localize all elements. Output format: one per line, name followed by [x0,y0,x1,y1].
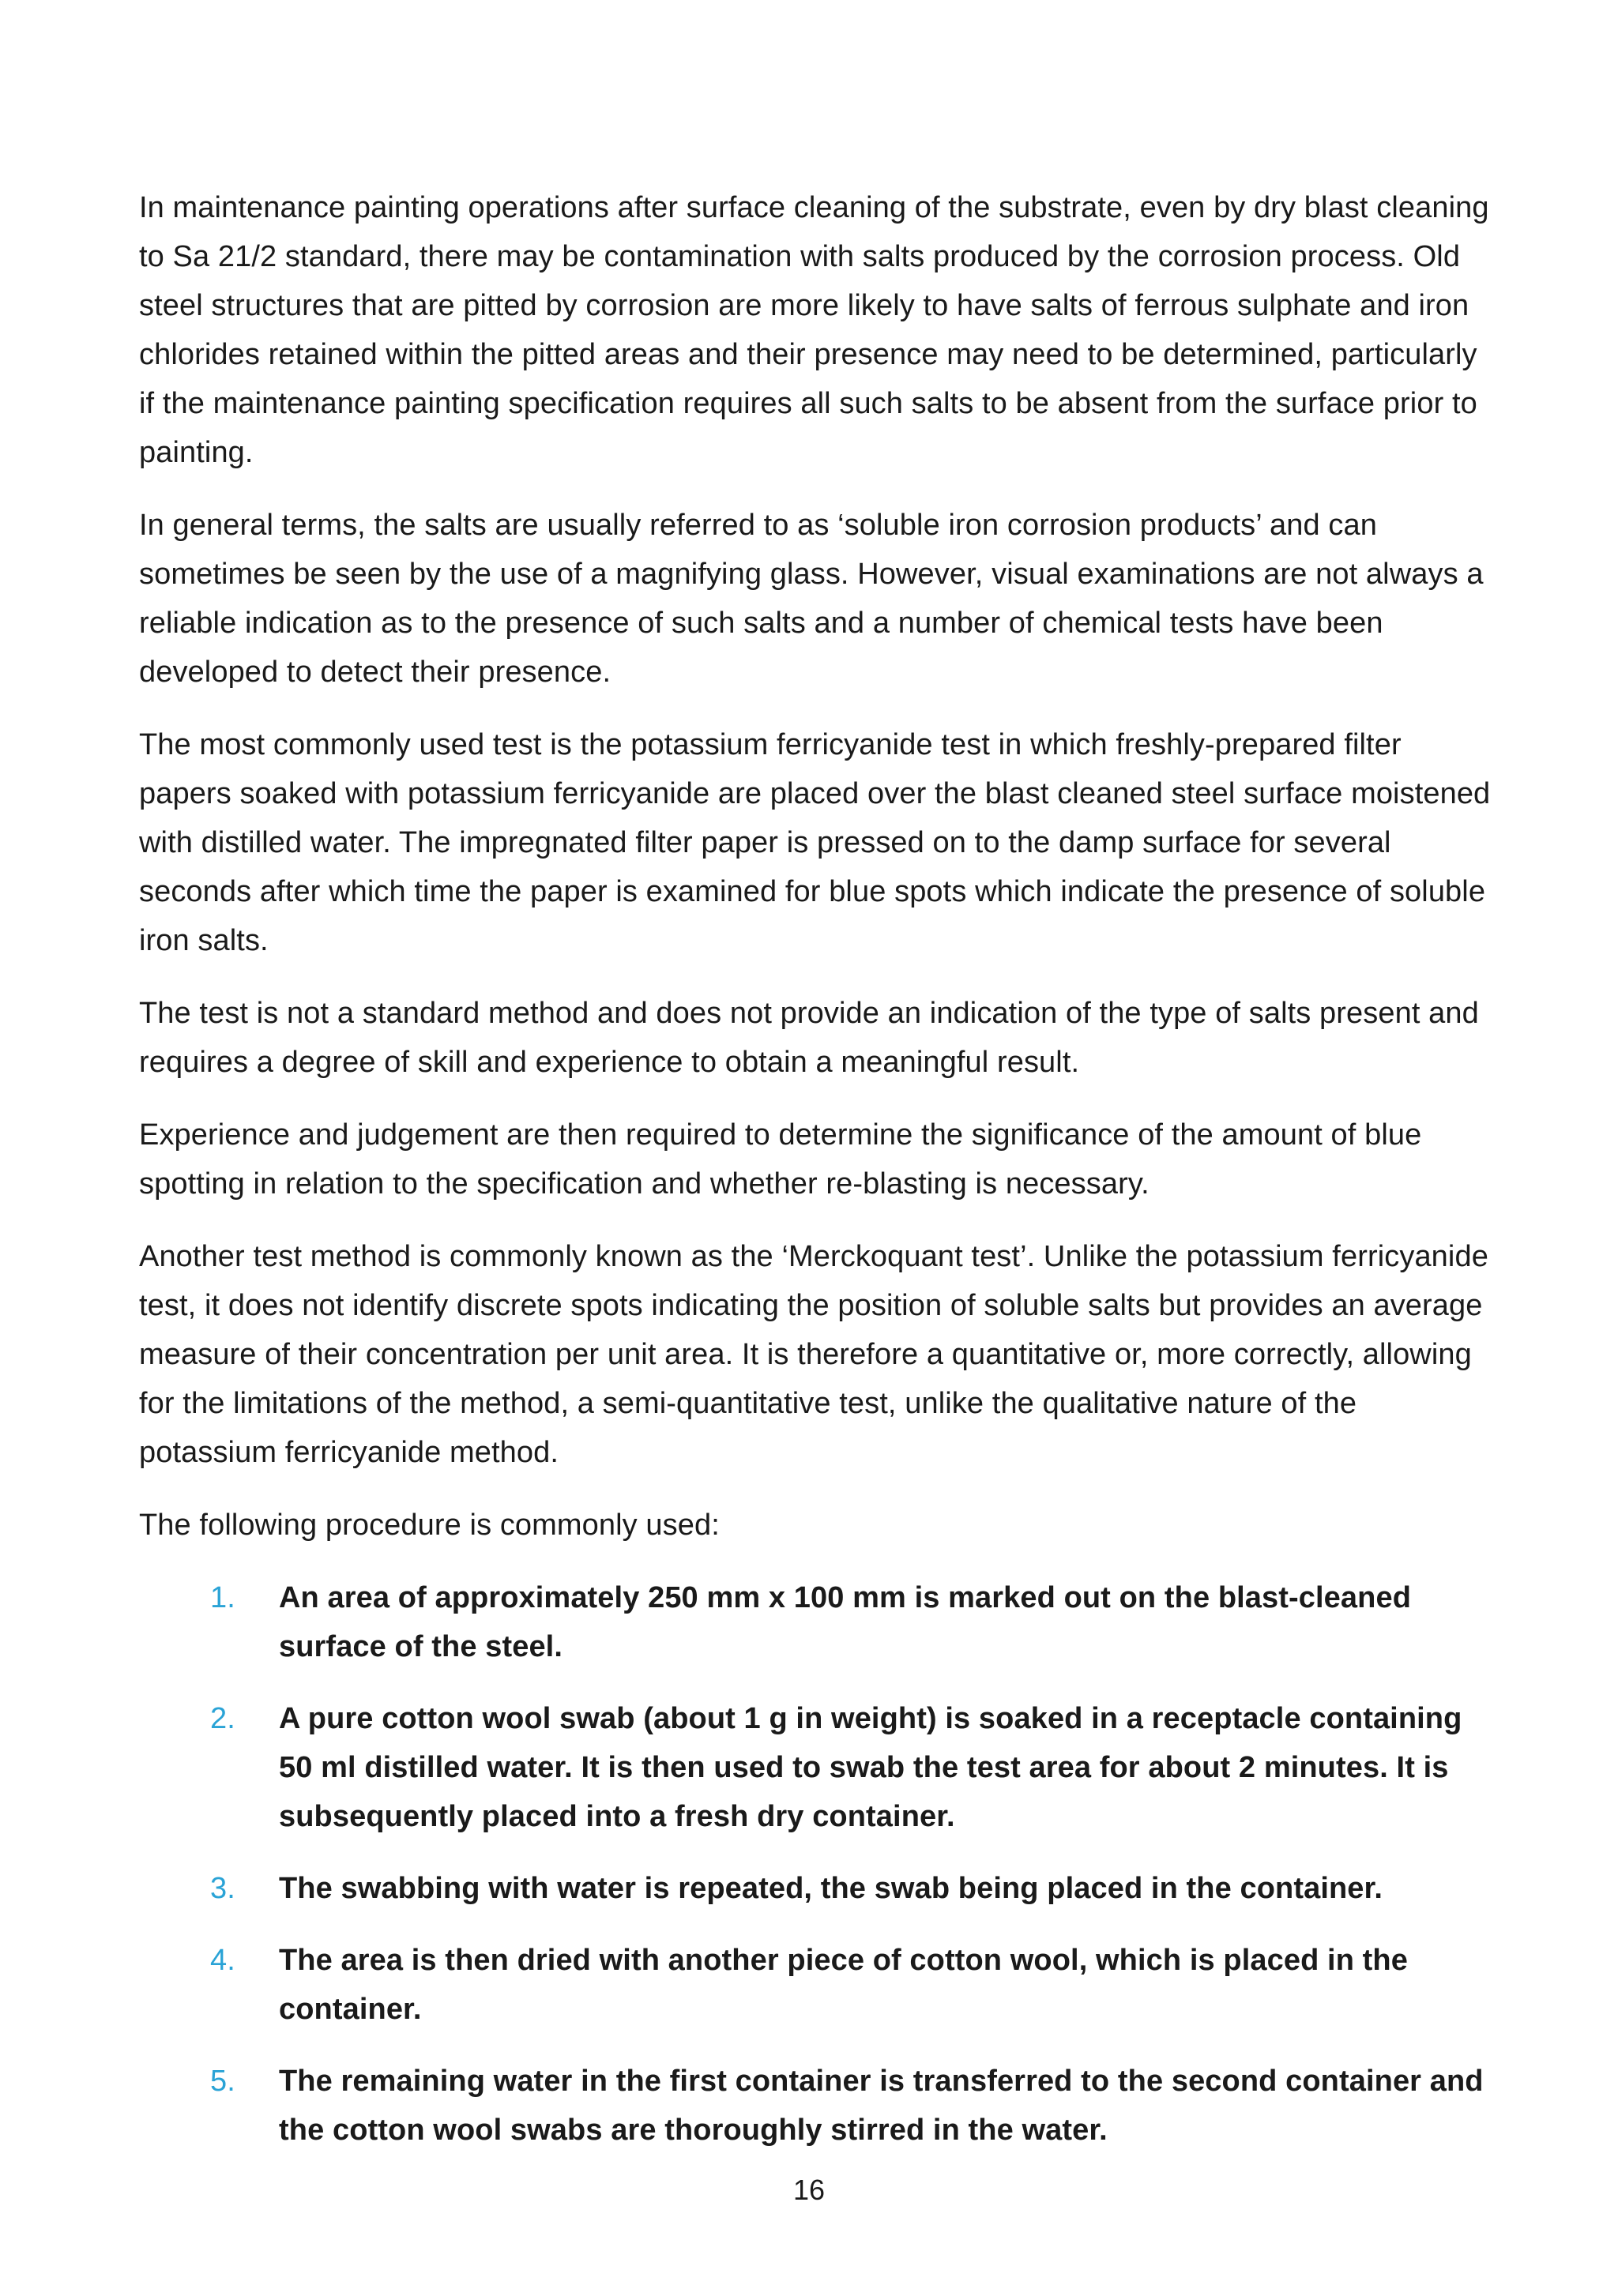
step-text: A pure cotton wool swab (about 1 g in weight) is soaked in a receptacle containing 50 ml distilled water. It is then used to swab the test area for about 2 minutes. It is subsequently placed into a fresh dry container. [279,1702,1462,1833]
paragraph-procedure-intro: The following procedure is commonly used: [139,1509,720,1542]
step-number: 4. [210,1944,235,1977]
paragraph-soluble-salts: In general terms, the salts are usually referred to as ‘soluble iron corrosion products’ and can sometimes be seen by the use of a magnifying glass. However, visual examinations are not always a reliable indication as to the presence of such salts and a number of chemical tests have been developed to detect their presence. [139,509,1484,689]
step-number: 1. [210,1581,235,1614]
procedure-step [139,1694,1498,1841]
document-body [139,183,1498,2178]
paragraph-merckoquant-test: Another test method is commonly known as the ‘Merckoquant test’. Unlike the potassium ferricyanide test, it does not identify discrete spots indicating the position of soluble salts but provides an average measure of their concentration per unit area. It is therefore a quantitative or, more correctly, allowing for the limitations of the method, a semi-quantitative test, unlike the qualitative nature of the potassium ferricyanide method. [139,1240,1488,1469]
step-text: The area is then dried with another piece of cotton wool, which is placed in the container. [279,1944,1408,2026]
paragraph-experience: Experience and judgement are then required to determine the significance of the amount of blue spotting in relation to the specification and whether re-blasting is necessary. [139,1118,1422,1201]
paragraph-ferricyanide-test: The most commonly used test is the potassium ferricyanide test in which freshly-prepared filter papers soaked with potassium ferricyanide are placed over the blast cleaned steel surface moistened with distilled water. The impregnated filter paper is pressed on to the damp surface for several seconds after which time the paper is examined for blue spots which indicate the presence of soluble iron salts. [139,728,1491,957]
page-number: 16 [792,2174,826,2206]
step-text: An area of approximately 250 mm x 100 mm is marked out on the blast-cleaned surface of the steel. [279,1581,1412,1663]
step-text: The remaining water in the first container is transferred to the second container and the cotton wool swabs are thoroughly stirred in the water. [279,2065,1484,2147]
paragraph-maintenance-painting: In maintenance painting operations after surface cleaning of the substrate, even by dry blast cleaning to Sa 21/2 standard, there may be contamination with salts produced by the corrosion process. Old steel structures that are pitted by corrosion are more likely to have salts of ferrous sulphate and iron chlorides retained within the pitted areas and their presence may need to be determined, particularly if the maintenance painting specification requires all such salts to be absent from the surface prior to painting. [139,191,1489,469]
step-number: 2. [210,1702,235,1735]
procedure-steps-list [139,1573,1498,2155]
step-number: 5. [210,2065,235,2098]
procedure-step [139,1573,1498,1671]
procedure-step [139,1936,1498,2034]
step-number: 3. [210,1872,235,1905]
step-text: The swabbing with water is repeated, the swab being placed in the container. [279,1872,1383,1905]
paragraph-not-standard: The test is not a standard method and does not provide an indication of the type of salts present and requires a degree of skill and experience to obtain a meaningful result. [139,997,1479,1079]
procedure-step [139,2057,1498,2155]
procedure-step [139,1864,1498,1913]
